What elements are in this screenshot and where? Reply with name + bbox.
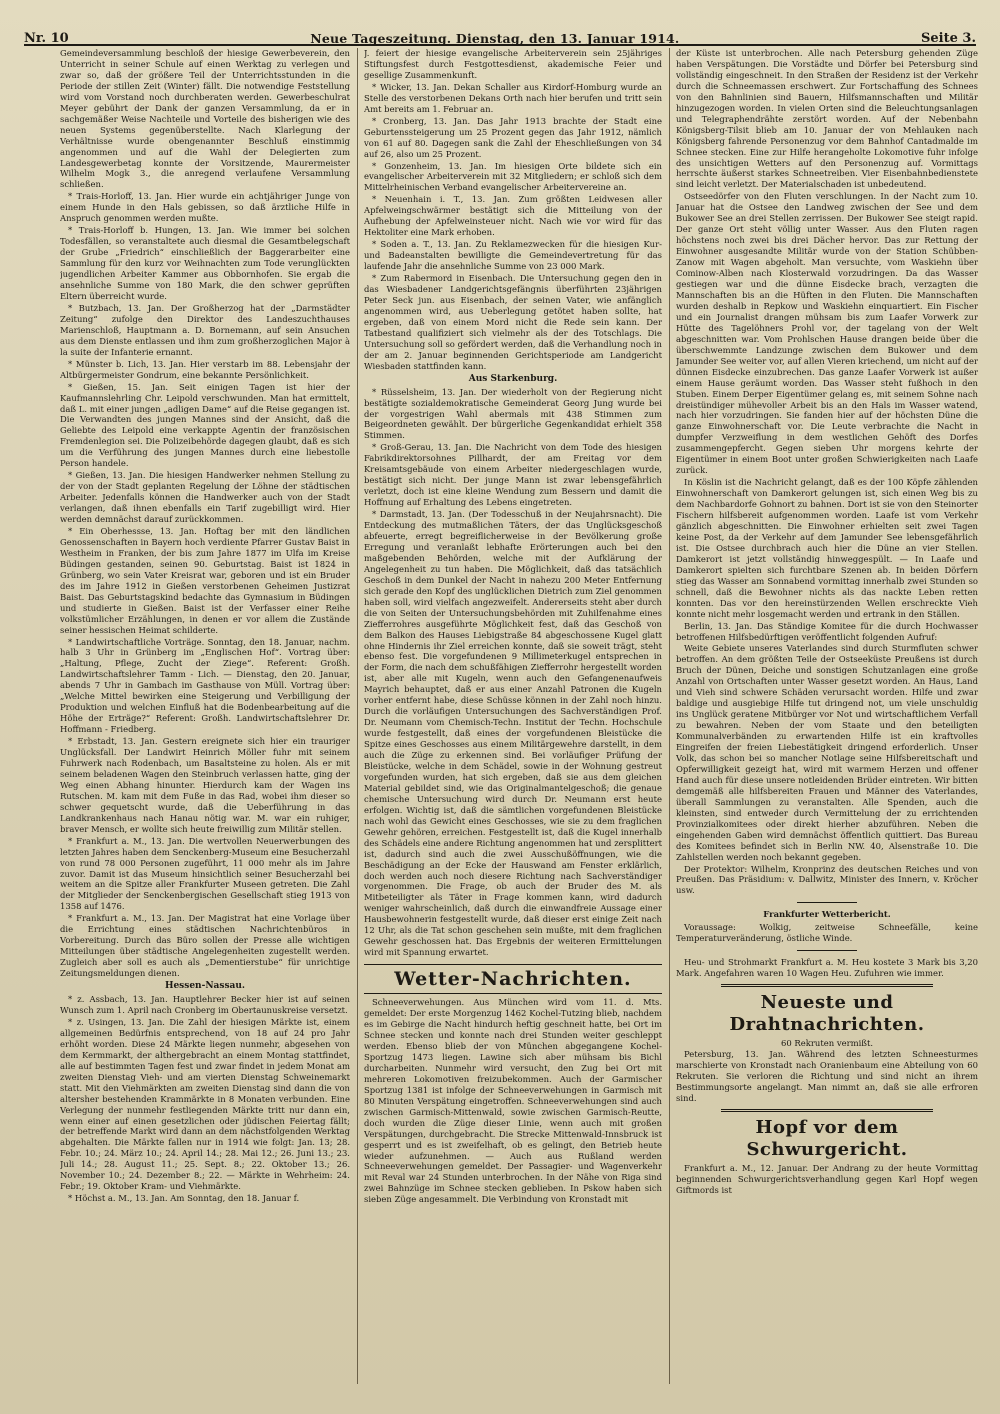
court-heading: Hopf vor dem Schwurgericht. xyxy=(746,1116,908,1160)
article-paragraph: * Gonzenheim, 13. Jan. Im hiesigen Orte bildete sich ein evangelischer Arbeiterverein mit 32 Mitgliedern; er schloß sich dem Mittelrheinischen Verband evangelischer Arbeitervereine an. xyxy=(364,160,662,193)
page-number: Seite 3. xyxy=(921,31,976,46)
article-paragraph: * Darmstadt, 13. Jan. (Der Todesschuß in der Neujahrsnacht). Die Entdeckung des mutmaßlichen Täters, der das Unglücksgeschoß abfeuerte, erregt begreiflicherweise in der Bevölkerung große Erregung und veranlaßt lebhafte Erörterungen auch bei den maßgebenden Behörden, welche mit der Aufklärung der Angelegenheit zu tun haben. Die Möglichkeit, daß das tatsächlich Geschoß in dem Dunkel der Nacht in nahezu 200 Meter Entfernung sich gerade den Kopf des unglücklichen Dietrich zum Ziel genommen haben soll, wird vielfach angezweifelt. Andererseits steht aber durch die von Seiten der Untersuchungsbehörden mit Zuhilfenahme eines Ziefferrohres ausgeführte Möglichkeit fest, daß das Geschoß von dem Balkon des Hauses Liebigstraße 84 abgeschossene Kugel glatt ohne Hindernis ihr Ziel erreichen konnte, daß sie soweit trägt, steht ebenso fest. Die vorgefundenen 9 Millimeterkugel entsprechen in der Form, die nach dem schußfähigen Ziefferrohr hergestellt worden ist, aber alle mit Kugeln, wenn auch den Gefangenenaufweis Mayrich behauptet, daß er aus einer Anzahl Patronen die Kugeln vorher entfernt habe, diese Schüsse können in der Zahl noch hinzu. Durch die vorläufigen Untersuchungen des Sachverständigen Prof. Dr. Neumann vom Chemisch-Techn. Institut der Techn. Hochschule wurde festgestellt, daß eines der vorgefundenen Bleistücke die Spitze eines Geschosses aus einem Militärgewehre darstellt, in dem auch die Züge zu erkennen sind. Bei vorläufiger Prüfung der Bleistücke, welche in dem Schädel, sowie in der Wohnung gestreut vorgefunden wurden, hat sich ergeben, daß sie aus dem gleichen Material gebildet sind, wie das Originalmantelgeschoß; die genaue chemische Untersuchung wird durch Dr. Neumann erst heute erfolgen. Wichtig ist, daß die sämtlichen vorgefundenen Bleistücke nach wohl das Gewicht eines Geschosses, wie sie zu dem fraglichen Gewehr gehören, erreichen. Festgestellt ist, daß die Kugel innerhalb des Schädels eine andere Richtung angenommen hat und zersplittert ist, dadurch sind auch die zwei Ausschußöffnungen, wie die Beschädigung an der Ecke der Hauswand am Fenster erklärlich, doch werden auch noch diesere Richtung nach Sachverständiger vorgenommen. Die Frage, ob auch der Bruder des M. als Mitbeteiligter als Täter in Frage kommen kann, wird dadurch weniger wahrscheinlich, daß durch die einwandfreie Aussage einer Hausbewohnerin festgestellt wurde, daß dieser erst einige Zeit nach 12 Uhr, als die Tat schon geschehen sein mußte, mit dem fraglichen Gewehr geschossen hat. Das Ergebnis der weiteren Ermittelungen wird mit Spannung erwartet. xyxy=(364,509,662,958)
separator xyxy=(721,984,932,987)
header-rule xyxy=(24,44,976,46)
article-paragraph: * z. Usingen, 13. Jan. Die Zahl der hiesigen Märkte ist, einem allgemeinen Bedürfnis entsprechend, von 18 auf 24 pro Jahr erhöht worden. Diese 24 Märkte liegen nunmehr, abgesehen von dem Kermmarkt, der althergebracht an einem Montag stattfindet, alle auf bestimmten Tagen fest und zwar findet in jedem Monat am zweiten Dienstag Vieh- und am vierten Dienstag Schweinemarkt statt. Mit den Viehmärkten am zweiten Dienstag sind dann die von altersher bestehenden Krammärkte in 8 Monaten verbunden. Eine Verlegung der nunmehr festliegenden Märkte tritt nur dann ein, wenn einer auf einen gesetzlichen oder jüdischen Feiertag fällt; der betreffende Markt wird dann an dem nächstfolgenden Werktag abgehalten. Die Märkte fallen nur in 1914 wie folgt: Jan. 13; 28. Febr. 10.; 24. März 10.; 24. April 14.; 28. Mai 12.; 26. Juni 13.; 23. Juli 14.; 28. August 11.; 25. Sept. 8.; 22. Oktober 13.; 26. November 10.; 24. Dezember 8.; 22. — Märkte in Wehrheim: 24. Febr.; 19. Oktober Kram- und Viehmärkte. xyxy=(60,1016,350,1192)
weather-news-heading: Wetter-Nachrichten. xyxy=(364,964,662,994)
article-paragraph: Ostseedörfer von den Fluten verschlungen. In der Nacht zum 10. Januar hat die Ostsee den Landweg zwischen der See und dem Bukower See an drei Stellen zerrissen. Der Bukower See steigt rapid. Der ganze Ort steht völlig unter Wasser. Aus den Fluten ragen höchstens noch zwei bis drei Dächer hervor. Das zur Rettung der Einwohner ausgesandte Militär wurde von der Station Schübben-Zanow mit Wagen abgeholt. Man versuchte, vom Waskiehn über Cominow-Alben nach Klosterwald vorzudringen. Da das Wasser gestiegen war und die dünne Eisdecke brach, verzagten die Mannschaften bis an die Hüften in den Fluten. Die Mannschaften wurden deshalb in Repkow und Waskiehn einquartiert. Ein Fischer und ein Journalist drangen mühsam bis zum Laafer Vorwerk zur Hütte des Tagelöhners Prohl vor, der tagelang von der Welt abgeschnitten war. Vom Prohlschen Hause drangen beide über die überschwemmte Landzunge zwischen dem Bukower und dem Jamunder See weiter vor, auf allen Vieren kriechend, um nicht auf der dünnen Eisdecke einzubrechen. Das ganze Laafer Vorwerk ist außer einem Hause geräumt worden. Das Wasser steht fußhoch in den Stuben. Einem Derper Eigentümer gelang es, mit seinem Sohne nach dreistündiger mühevoller Arbeit bis an den Hals im Wasser watend, nach hier vorzudringen. Sie fanden hier auf der höchsten Düne die ganze Einwohnerschaft vor. Die Leute verbrachte die Nacht in dumpfer Verzweiflung in dem westlichen Gehöft des Dorfes zusammengepfercht. Gegen sieben Uhr morgens kehrte der Eigentümer in einem Boot unter großen Schwierigkeiten nach Laafe zurück. xyxy=(676,191,978,476)
article-paragraph: Petersburg, 13. Jan. Während des letzten Schneesturmes marschierte von Kronstadt nach Oranienbaum eine Abteilung von 60 Rekruten. Sie verloren die Richtung und sind nicht an ihrem Bestimmungsorte angelangt. Man nimmt an, daß sie alle erfroren sind. xyxy=(676,1049,978,1103)
column-divider xyxy=(357,48,358,1384)
article-paragraph: Frankfurt a. M., 12. Januar. Der Andrang zu der heute Vormittag beginnenden Schwurgerichtsverhandlung gegen Karl Hopf wegen Giftmords ist xyxy=(676,1162,978,1195)
article-paragraph: Gemeindeversammlung beschloß der hiesige Gewerbeverein, den Unterricht in seiner Schule auf einen Werktag zu verlegen und zwar so, daß der größere Teil der Unterrichtsstunden in die Periode der stillen Zeit (Winter) fällt. Die notwendige Feststellung wird vom Vorstand noch durchberaten werden. Gewerbeschulrat Meyer gebührt der Dank der ganzen Versammlung, da er in sachgemäßer Weise Nachteile und Vorteile des bisherigen wie des neuen Systems gegenüberstellte. Nach Klarlegung der Verhältnisse wurde obengenannter Beschluß einstimmig angenommen und auf die Wahl der Delegierten zum Landesgewerbetag konnte der Vorsitzende, Maurermeister Wilhelm Mogk 3., die anregend verlaufene Versammlung schließen. xyxy=(60,48,350,190)
section-heading-starkenburg: Aus Starkenburg. xyxy=(468,373,558,384)
separator xyxy=(797,902,857,903)
forecast-heading: Frankfurter Wetterbericht. xyxy=(763,909,891,920)
article-paragraph: * Höchst a. M., 13. Jan. Am Sonntag, den 18. Januar f. xyxy=(68,1193,300,1204)
article-paragraph: * Neuenhain i. T., 13. Jan. Zum größten Leidwesen aller Apfelweingschwärmer bestätigt sich die Mitteilung von der Aufhebung der Apfelweinsteuer nicht. Nach wie vor wird für das Hektoliter eine Mark erhoben. xyxy=(364,194,662,238)
article-paragraph: * Gießen, 15. Jan. Seit einigen Tagen ist hier der Kaufmannslehrling Chr. Leipold verschwunden. Man hat ermittelt, daß L. mit einer jungen „adligen Dame“ auf die Reise gegangen ist. Die Verwandten des jungen Mannes sind der Ansicht, daß die Geliebte des Leipold eine verkappte Agentin der französischen Fremdenlegion sei. Die Polizeibehörde dagegen glaubt, daß es sich um die Verführung des jungen Mannes durch eine liebestolle Person handele. xyxy=(60,381,350,469)
article-paragraph: J. feiert der hiesige evangelische Arbeiterverein sein 25jähriges Stiftungsfest durch Festgottesdienst, akademische Feier und gesellige Zusammenkunft. xyxy=(364,48,662,80)
article-paragraph: * Cronberg, 13. Jan. Das Jahr 1913 brachte der Stadt eine Geburtenssteigerung um 25 Prozent gegen das Jahr 1912, nämlich von 61 auf 80. Dagegen sank die Zahl der Eheschließungen von 34 auf 26, also um 25 Prozent. xyxy=(364,115,662,159)
article-paragraph: * Wicker, 13. Jan. Dekan Schaller aus Kirdorf-Homburg wurde an Stelle des verstorbenen Dekans Orth nach hier berufen und tritt sein Amt bereits am 1. Februar an. xyxy=(364,81,662,114)
column-2 xyxy=(364,48,662,1390)
article-paragraph: * Soden a. T., 13. Jan. Zu Reklamezwecken für die hiesigen Kur- und Badeanstalten bewilligte die Gemeindevertretung für das laufende Jahr die ansehnliche Summe von 23 000 Mark. xyxy=(364,239,662,272)
article-paragraph: * Zum Rabermord in Eisenbach. Die Untersuchung gegen den in das Wiesbadener Landgerichtsgefängnis überführten 23jährigen Peter Seck jun. aus Eisenbach, der seinen Vater, wie anfänglich angenommen wird, aus Ueberlegung getötet haben sollte, hat ergeben, daß von einem Mord nicht die Rede sein kann. Der Tatbestand qualifiziert sich vielmehr als der des Totschlags. Die Untersuchung soll so gefördert werden, daß die Verhandlung noch in der am 2. Januar beginnenden Gerichtsperiode am Landgericht Wiesbaden stattfinden kann. xyxy=(364,273,662,371)
article-paragraph: * z. Assbach, 13. Jan. Hauptlehrer Becker hier ist auf seinen Wunsch zum 1. April nach Cronberg im Obertaunuskreise versetzt. xyxy=(60,994,350,1015)
forecast-text: Voraussage: Wolkig, zeitweise Schneefälle, keine Temperaturveränderung, östliche Winde. xyxy=(676,922,978,944)
column-3 xyxy=(676,48,978,1390)
article-paragraph: * Landwirtschaftliche Vorträge. Sonntag, den 18. Januar, nachm. halb 3 Uhr in Grünberg im „Englischen Hof“. Vortrag über: „Haltung, Pflege, Zucht der Ziege“. Referent: Großh. Landwirtschaftslehrer Tamm - Lich. — Dienstag, den 20. Januar, abends 7 Uhr in Gambach im Gasthause von Müll. Vortrag über: „Welche Mittel bewirken eine Steigerung und Verbilligung der Produktion und welchen Einfluß hat die Bodenbearbeitung auf die Höhe der Erträge?“ Referent: Großh. Landwirtschaftslehrer Dr. Hoffmann - Friedberg. xyxy=(60,636,350,735)
latest-news-subheading: 60 Rekruten vermißt. xyxy=(780,1038,874,1049)
market-report: Heu- und Strohmarkt Frankfurt a. M. Heu kostete 3 Mark bis 3,20 Mark. Angefahren waren 10 Wagen Heu. Zufuhren wie immer. xyxy=(676,957,978,979)
article-paragraph: * Trais-Horloff, 13. Jan. Hier wurde ein achtjähriger Junge von einem Hunde in den Hals gebissen, so daß ärztliche Hilfe in Anspruch genommen werden mußte. xyxy=(60,191,350,224)
article-paragraph: Schneeverwehungen. Aus München wird vom 11. d. Mts. gemeldet: Der erste Morgenzug 1462 Kochel-Tutzing blieb, nachdem es im Gebirge die Nacht hindurch heftig geschneit hatte, bei Ort im Schnee stecken und konnte nach drei Stunden weiter geschleppt werden. Ebenso blieb der von München abgegangene Kochel-Sportzug 1473 liegen. Lawine sich aber mühsam bis Bichl durcharbeiten. Nunmehr wird versucht, den Zug bei Ort mit mehreren Lokomotiven freizubekommen. Auch der Garmischer Sportzug 1381 ist infolge der Schneeverwehungen in Garmisch mit 80 Minuten Verspätung eingetroffen. Schneeverwehungen sind auch zwischen Garmisch-Mittenwald, sowie zwischen Garmisch-Reutte, doch wurden die Züge dieser Linie, wenn auch mit großen Verspätungen, durchgebracht. Die Strecke Mittenwald-Innsbruck ist gesperrt und es ist zweifelhaft, ob es gelingt, den Betrieb heute wieder aufzunehmen. — Auch aus Rußland werden Schneeverwehungen gemeldet. Der Passagier- und Wagenverkehr mit Reval war 24 Stunden unterbrochen. In der Nähe von Riga sind zwei Bahnzüge im Schnee stecken geblieben. In Pskow haben sich sieben Züge angesammelt. Die Verbindung von Kronstadt mit xyxy=(364,997,662,1205)
masthead-date: Neue Tageszeitung. Dienstag, den 13. Januar 1914. xyxy=(310,31,680,46)
separator xyxy=(721,1109,932,1112)
article-paragraph: * Frankfurt a. M., 13. Jan. Die wertvollen Neuerwerbungen des letzten Jahres haben dem Senckenberg-Museum eine Besucherzahl von rund 78 000 Personen zugeführt, 11 000 mehr als im Jahre zuvor. Damit ist das Museum hinsichtlich seiner Besucherzahl bei weitem an die Spitze aller Frankfurter Museen getreten. Die Zahl der Mitglieder der Senckenbergischen Gesellschaft stieg 1913 von 1358 auf 1476. xyxy=(60,835,350,912)
issue-number: Nr. 10 xyxy=(24,31,69,46)
column-divider xyxy=(669,48,670,1384)
article-paragraph: * Rüsselsheim, 13. Jan. Der wiederholt von der Regierung nicht bestätigte sozialdemokratische Gemeinderat Georg Jung wurde bei der vorgestrigen Wahl abermals mit 438 Stimmen zum Beigeordneten gewählt. Der bürgerliche Gegenkandidat erhielt 358 Stimmen. xyxy=(364,386,662,441)
article-paragraph: In Köslin ist die Nachricht gelangt, daß es der 100 Köpfe zählenden Einwohnerschaft von Damkerort gelungen ist, sich einen Weg bis zu dem Nachbardorfe Gohnort zu bahnen. Dort ist sie von den Steinorter Fischern hilfsbereit aufgenommen worden. Laafe ist vom Verkehr gänzlich abgeschnitten. Die Einwohner erhielten seit zwei Tagen keine Post, da der Verkehr auf dem Jamunder See lebensgefährlich ist. Die Ostsee durchbrach auch hier die Düne an vier Stellen. Damkerort ist jetzt vollständig hinweggespült. — In Laafe und Damkerort spielten sich furchtbare Szenen ab. In beiden Dörfern stieg das Wasser am Sonnabend vormittag innerhalb zwei Stunden so schnell, daß die Bewohner nichts als das nackte Leben retten konnten. Das vor den hereinstürzenden Wellen erschreckte Vieh konnte nicht mehr losgemacht werden und ertrank in den Ställen. xyxy=(676,477,978,619)
separator xyxy=(797,950,857,951)
section-heading-hessen-nassau: Hessen-Nassau. xyxy=(164,981,246,992)
article-paragraph: Weite Gebiete unseres Vaterlandes sind durch Sturmfluten schwer betroffen. An dem größten Teile der Ostseeküste Preußens ist durch Bruch der Dünen, Deiche und sonstigen Schutzanlagen eine große Anzahl von Ortschaften unter Wasser gesetzt worden. An Haus, Land und Vieh sind schwere Schäden verursacht worden. Hilfe und zwar baldige und ausgiebige Hilfe tut dringend not, um viele unschuldig ins Unglück geratene Mitbürger vor Not und wirtschaftlichem Verfall zu bewahren. Neben der vom Staate und den beteiligten Kommunalverbänden zu erwartenden Hilfe ist ein kraftvolles Eingreifen der freien Liebestätigkeit dringend erforderlich. Unser Volk, das schon bei so mancher Notlage seine Hilfsbereitschaft und Opferwilligkeit gezeigt hat, wird mit warmem Herzen und offener Hand auch für diese unsere notleidenden Brüder eintreten. Wir bitten demgemäß alle hilfsbereiten Frauen und Männer des Vaterlandes, überall Sammlungen zu veranstalten. Alle Spenden, auch die kleinsten, sind entweder durch Vermittelung der zu errichtenden Provinzialkomitees oder direkt hierher abzuführen. Neben die eingehenden Gaben wird demnächst öffentlich quittiert. Das Bureau des Komitees befindet sich in Berlin NW. 40, Alsenstraße 10. Die Zahlstellen werden noch bekannt gegeben. xyxy=(676,643,978,862)
article-paragraph: Berlin, 13. Jan. Das Ständige Komitee für die durch Hochwasser betroffenen Hilfsbedürftigen veröffentlicht folgenden Aufruf: xyxy=(676,620,978,642)
article-paragraph: * Münster b. Lich, 13. Jan. Hier verstarb im 88. Lebensjahr der Altbürgermeister Gondrum, eine bekannte Persönlichkeit. xyxy=(60,358,350,380)
article-paragraph: * Ein Oberhessse, 13. Jan. Hoftag ber mit den ländlichen Genossenschaften in Bayern hoch verdiente Pfarrer Gustav Baist in Westheim in Franken, der bis zum Jahre 1877 im Ulfa im Kreise Büdingen gestanden, seinen 90. Geburtstag. Baist ist 1824 in Grünberg, wo sein Vater Kreisrat war, geboren und ist ein Bruder des im Jahre 1912 in Gießen verstorbenen Geheimen Justizrat Baist. Das Geburtstagskind bedachte das Gymnasium in Büdingen und studierte in Gießen. Baist ist der Verfasser einer Reihe volkstümlicher Erzählungen, in denen er vor allem die Zustände seiner hessischen Heimat schilderte. xyxy=(60,525,350,635)
article-paragraph: der Küste ist unterbrochen. Alle nach Petersburg gehenden Züge haben Verspätungen. Die Vorstädte und Dörfer bei Petersburg sind vollständig eingeschneit. In den Straßen der Residenz ist der Verkehr durch die Schneemassen erschwert. Zur Fortschaffung des Schnees von den Bahnlinien sind Bauern, Hilfsmannschaften und Militär hinzugezogen worden. In vielen Orten sind die Beleuchtungsanlagen und Telegraphendrähte zerstört worden. Auf der Nebenbahn Königsberg-Tilsit blieb am 10. Januar der von Mehlauken nach Königsberg fahrende Personenzug vor dem Bahnhof Cantadmalde im Schnee stecken. Eine zur Hilfe herangeholte Lokomotive fuhr infolge des unsichtigen Wetters auf den Personenzug auf. Vormittags herrschte äußerst starkes Schneetreiben. Vier Eisenbahnbedienstete sind leicht verletzt. Der Materialschaden ist unbedeutend. xyxy=(676,48,978,190)
article-paragraph: * Trais-Horloff b. Hungen, 13. Jan. Wie immer bei solchen Todesfällen, so veranstaltete auch diesmal die Gesamtbelegschaft der Grube „Friedrich“ einschließlich der Baggerarbeiter eine Sammlung für den kurz vor Weihnachten zum Tode verunglückten jugendlichen Arbeiter Kammer aus Obbornhofen. Sie ergab die ansehnliche Summe von 180 Mark, die den schwer geprüften Eltern überreicht wurde. xyxy=(60,225,350,301)
column-1 xyxy=(60,48,350,1390)
article-paragraph: * Erbstadt, 13. Jan. Gestern ereignete sich hier ein trauriger Unglücksfall. Der Landwirt Heinrich Möller fuhr mit seinem Fuhrwerk nach Rodenbach, um Basaltsteine zu holen. Als er mit seinem beladenen Wagen den Steinbruch verlassen hatte, ging der Weg einen Abhang hinunter. Hierdurch kam der Wagen ins Rutschen. M. kam mit dem Fuße in das Rad, wobei ihm dieser so schwer gequetscht wurde, daß die Ueberführung in das Landkrankenhaus nach Hanau nötig war. M. war ein ruhiger, braver Mensch, er wollte sich heute freiwillig zum Militär stellen. xyxy=(60,736,350,834)
article-paragraph: * Gießen, 13. Jan. Die hiesigen Handwerker nehmen Stellung zu der von der Stadt geplanten Regelung der Löhne der städtischen Arbeiter. Jedenfalls können die Handwerker auch von der Stadt verlangen, daß ihnen ebenfalls ein Tarif zugebilligt wird. Hier werden demnächst darauf zurückkommen. xyxy=(60,470,350,525)
latest-news-heading: Neueste und Drahtnachrichten. xyxy=(729,992,925,1036)
article-paragraph: * Butzbach, 13. Jan. Der Großherzog hat der „Darmstädter Zeitung“ zufolge den Direktor des Landeszuchthauses Marienschloß, Hauptmann a. D. Bornemann, auf sein Ansuchen aus dem Dienste entlassen und ihm zum großherzoglichen Major à la suite der Infanterie ernannt. xyxy=(60,302,350,357)
page-header xyxy=(24,22,976,46)
article-paragraph: * Frankfurt a. M., 13. Jan. Der Magistrat hat eine Vorlage über die Errichtung eines städtischen Nachrichtenbüros in Vorbereitung. Durch das Büro sollen der Presse alle wichtigen Mitteilungen über städtische Angelegenheiten zugestellt werden. Zugleich aber soll es auch als „Dementierstube“ für unrichtige Zeitungsmeldungen dienen. xyxy=(60,913,350,979)
article-paragraph: Der Protektor: Wilhelm, Kronprinz des deutschen Reiches und von Preußen. Das Präsidium: v. Dallwitz, Minister des Innern, v. Kröcher usw. xyxy=(676,863,978,896)
article-paragraph: * Groß-Gerau, 13. Jan. Die Nachricht von dem Tode des hiesigen Fabrikdirektorsohnes Pillhardt, der am Freitag vor dem Kreisamtsgebäude von einem Arbeiter niedergeschlagen wurde, bestätigt sich nicht. Der junge Mann ist zwar lebensgefährlich verletzt, doch ist eine kleine Wendung zum Bessern und damit die Hoffnung auf Erhaltung des Lebens eingetreten. xyxy=(364,442,662,508)
